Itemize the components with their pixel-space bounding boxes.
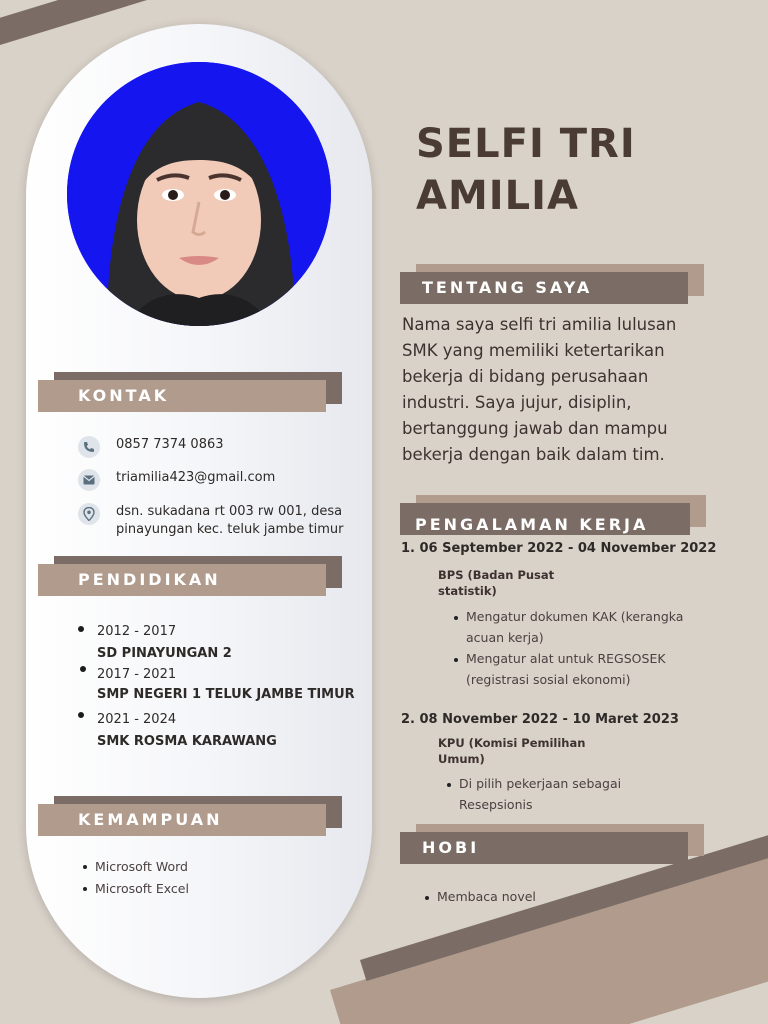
location-icon [78,503,100,525]
experience-task-1-2 [466,648,666,690]
experience-org-1 [438,567,554,599]
experience-org-2-line-1: KPU (Komisi Pemilihan [438,736,586,750]
experience-task-2-1 [459,773,621,815]
phone-icon [78,436,100,458]
about-header [400,272,688,304]
experience-org-2 [438,735,585,767]
hobby-title: HOBI [422,838,480,857]
skills-header [38,804,326,836]
education-school-2: SMP NEGERI 1 TELUK JAMBE TIMUR [97,687,355,702]
education-school-3: SMK ROSMA KARAWANG [97,734,277,749]
skill-bullet [83,887,87,891]
education-years-1: 2012 - 2017 [97,624,177,639]
address-text [116,503,344,539]
education-title: PENDIDIKAN [78,570,221,589]
task-bullet [454,616,458,620]
skill-item-2: Microsoft Excel [95,881,189,896]
education-years-3: 2021 - 2024 [97,712,177,727]
email-address[interactable]: triamilia423@gmail.com [116,470,276,485]
task-line-1: Di pilih pekerjaan sebagai [459,776,622,791]
name-line-2: AMILIA [416,173,579,219]
task-line-2: acuan kerja) [466,630,544,645]
skill-bullet [83,865,87,869]
contact-title: KONTAK [78,386,170,405]
skill-item-1: Microsoft Word [95,859,188,874]
education-bullet [80,666,86,672]
name-line-1: SELFI TRI [416,121,636,167]
mail-icon [78,469,100,491]
address-line-2: pinayungan kec. teluk jambe timur [116,522,344,537]
hobby-bullet [425,896,429,900]
full-name [416,118,636,222]
task-bullet [447,783,451,787]
education-bullet [78,712,84,718]
experience-org-1-line-1: BPS (Badan Pusat [438,568,555,582]
about-title: TENTANG SAYA [422,278,593,297]
task-bullet [454,658,458,662]
experience-period-2: 2. 08 November 2022 - 10 Maret 2023 [401,712,679,727]
about-text: Nama saya selfi tri amilia lulusan SMK yang memiliki ketertarikan bekerja di bidang perusahaan industri. Saya jujur, disiplin, bertanggung jawab dan mampu bekerja dengan baik dalam tim. [402,315,677,464]
experience-org-2-line-2: Umum) [438,752,485,766]
task-line-2: Resepsionis [459,797,533,812]
contact-email [78,469,275,491]
hobby-item-1: Membaca novel [437,889,536,904]
experience-org-1-line-2: statistik) [438,584,497,598]
address-line-1: dsn. sukadana rt 003 rw 001, desa [116,504,343,519]
experience-title: PENGALAMAN KERJA [415,515,649,534]
contact-address [78,503,344,539]
task-line-1: Mengatur dokumen KAK (kerangka [466,609,684,624]
hobby-header [400,832,688,864]
experience-header [400,503,690,535]
education-school-1: SD PINAYUNGAN 2 [97,646,232,661]
education-years-2: 2017 - 2021 [97,667,177,682]
task-line-2: (registrasi sosial ekonomi) [466,672,631,687]
task-line-1: Mengatur alat untuk REGSOSEK [466,651,666,666]
experience-period-1: 1. 06 September 2022 - 04 November 2022 [401,541,717,556]
experience-task-1-1 [466,606,683,648]
education-header [38,564,326,596]
skills-title: KEMAMPUAN [78,810,223,829]
education-bullet [78,626,84,632]
contact-header [38,380,326,412]
phone-number: 0857 7374 0863 [116,437,224,452]
profile-photo [67,62,331,326]
contact-phone [78,436,224,458]
